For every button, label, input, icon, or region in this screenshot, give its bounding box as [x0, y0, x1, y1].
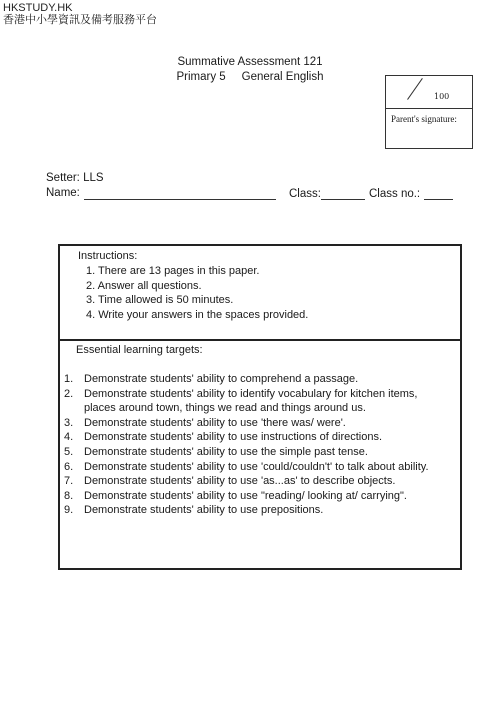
- instruction-item: 4. Write your answers in the spaces provided.: [86, 308, 309, 321]
- target-item: [64, 445, 464, 460]
- instruction-item: 3. Time allowed is 50 minutes.: [86, 294, 234, 307]
- target-text: Demonstrate students' ability to use instructions of directions.: [84, 431, 383, 444]
- score-slash: [407, 78, 423, 100]
- target-item: [64, 372, 464, 387]
- target-number: 8.: [64, 489, 74, 502]
- name-label: Name:: [46, 187, 80, 199]
- targets-list: [64, 372, 464, 518]
- section-divider: [60, 339, 460, 341]
- target-text-continued: places around town, things we read and things around us.: [84, 402, 366, 415]
- targets-title: Essential learning targets:: [76, 344, 203, 356]
- class-no-label: Class no.:: [369, 188, 421, 200]
- target-item: [64, 416, 464, 431]
- instructions-title: Instructions:: [78, 250, 138, 262]
- score-area: [386, 76, 472, 109]
- target-text: Demonstrate students' ability to identify vocabulary for kitchen items,: [84, 387, 418, 400]
- target-item: [64, 503, 464, 518]
- target-number: 3.: [64, 416, 74, 429]
- target-number: 1.: [64, 373, 74, 385]
- score-total: 100: [434, 92, 450, 101]
- watermark-line-1: HKSTUDY.HK: [3, 2, 73, 14]
- class-label: Class:: [289, 188, 321, 200]
- setter-label: Setter: LLS: [46, 172, 104, 184]
- target-item: [64, 430, 464, 445]
- score-box: [385, 75, 473, 149]
- instruction-item: 1. There are 13 pages in this paper.: [86, 265, 260, 277]
- target-number: 7.: [64, 475, 74, 488]
- target-number: 4.: [64, 431, 74, 444]
- class-field[interactable]: [321, 199, 365, 200]
- target-text: Demonstrate students' ability to use "reading/ looking at/ carrying".: [84, 489, 407, 502]
- target-text: Demonstrate students' ability to comprehend a passage.: [84, 373, 359, 385]
- target-item: [64, 460, 464, 475]
- instructions-box: [58, 244, 462, 570]
- target-text: Demonstrate students' ability to use 'could/couldn't' to talk about ability.: [84, 460, 429, 473]
- target-number: 6.: [64, 460, 74, 473]
- target-text: Demonstrate students' ability to use 'as...as' to describe objects.: [84, 475, 396, 488]
- class-no-field[interactable]: [424, 199, 453, 200]
- target-item: [64, 474, 464, 489]
- target-text: Demonstrate students' ability to use 'there was/ were'.: [84, 416, 346, 429]
- paper-title: Summative Assessment 121: [177, 56, 323, 68]
- target-number: 5.: [64, 445, 74, 458]
- parent-signature-label: Parent's signature:: [391, 114, 457, 124]
- watermark: [3, 2, 157, 26]
- target-text: Demonstrate students' ability to use the simple past tense.: [84, 445, 368, 458]
- name-field[interactable]: [84, 199, 276, 200]
- target-text: Demonstrate students' ability to use prepositions.: [84, 504, 324, 517]
- target-item: [64, 489, 464, 504]
- instructions-list: [86, 264, 308, 322]
- watermark-line-2: 香港中小學資訊及備考服務平台: [3, 14, 157, 26]
- target-number: 2.: [64, 387, 74, 400]
- paper-subtitle: Primary 5 General English: [176, 71, 324, 83]
- target-number: 9.: [64, 504, 74, 517]
- instruction-item: 2. Answer all questions.: [86, 279, 202, 292]
- target-item: [64, 387, 464, 402]
